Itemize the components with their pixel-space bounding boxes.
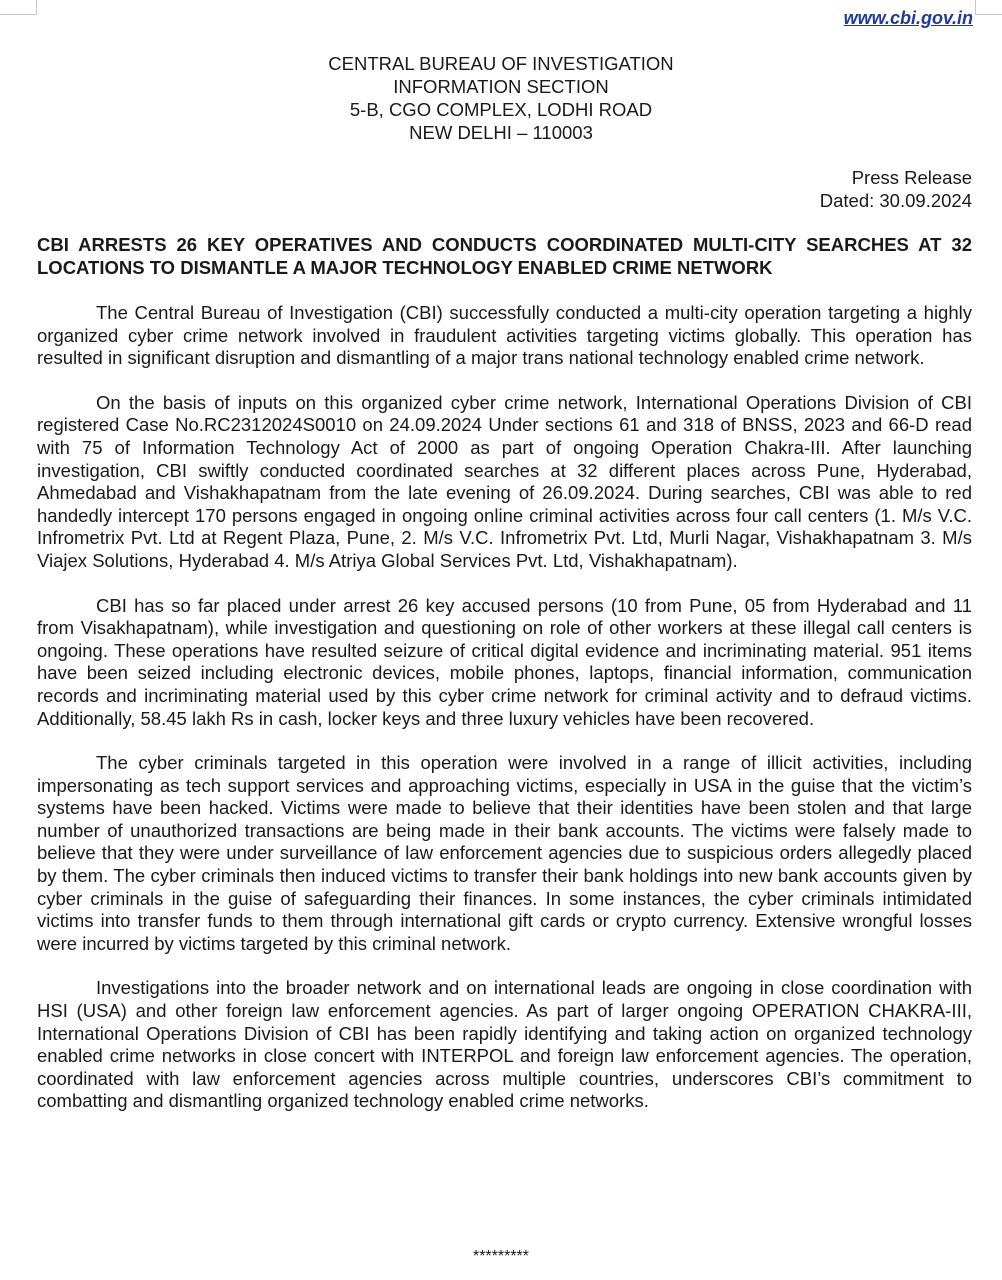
release-meta [820,166,972,212]
end-of-release-mark: ********* [472,1248,530,1265]
address-line-organization: CENTRAL BUREAU OF INVESTIGATION [328,53,674,74]
release-date: Dated: 30.09.2024 [819,190,972,211]
address-line-city: NEW DELHI – 110003 [409,122,593,143]
body-paragraph: The cyber criminals targeted in this operation were involved in a range of illicit activities, including impersonating as tech support services and approaching victims, especially in USA in the guise that the victim’s systems have been hacked. Victims were made to believe that their identities have been stolen and that large number of unauthorized transactions are being made in their bank accounts. The victims were falsely made to believe that they were under surveillance of law enforcement agencies due to suspicious orders allegedly placed by them. The cyber criminals then induced victims to transfer their bank holdings into new bank accounts given by cyber criminals in the guise of safeguarding their finances. In some instances, the cyber criminals intimidated victims into transfer funds to them through international gift cards or crypto currency. Extensive wrongful losses were incurred by victims targeted by this criminal network. [37,752,972,954]
body-paragraph: The Central Bureau of Investigation (CBI) successfully conducted a multi-city operation targeting a highly organized cyber crime network involved in fraudulent activities targeting victims globally. This operation has resulted in significant disruption and dismantling of a major trans national technology enabled crime network. [37,302,972,369]
body-paragraph: CBI has so far placed under arrest 26 key accused persons (10 from Pune, 05 from Hyderabad and 11 from Visakhapatnam), while investigation and questioning on role of other workers at these illegal call centers is ongoing. These operations have resulted seizure of critical digital evidence and incriminating material. 951 items have been seized including electronic devices, mobile phones, laptops, financial information, communication records and incriminating material used by this cyber crime network for criminal activity and to defraud victims. Additionally, 58.45 lakh Rs in cash, locker keys and three luxury vehicles have been recovered. [37,594,972,729]
office-address [0,52,1002,144]
address-line-street: 5-B, CGO COMPLEX, LODHI ROAD [349,99,653,120]
release-type: Press Release [851,167,972,188]
body-paragraph: Investigations into the broader network and on international leads are ongoing in close coordination with HSI (USA) and other foreign law enforcement agencies. As part of larger ongoing OPERATION CHAKRA-III, International Operations Division of CBI has been rapidly identifying and taking action on organized technology enabled crime networks in close concert with INTERPOL and foreign law enforcement agencies. The operation, coordinated with law enforcement agencies across multiple countries, underscores CBI’s commitment to combatting and dismantling organized technology enabled crime networks. [37,977,972,1112]
body-paragraph: On the basis of inputs on this organized cyber crime network, International Operations Division of CBI registered Case No.RC2312024S0010 on 24.09.2024 Under sections 61 and 318 of BNSS, 2023 and 66-D read with 75 of Information Technology Act of 2000 as part of ongoing Operation Chakra-III. After launching investigation, CBI swiftly conducted coordinated searches at 32 different places across Pune, Hyderabad, Ahmedabad and Vishakhapatnam from the late evening of 26.09.2024. During searches, CBI was able to red handedly intercept 170 persons engaged in ongoing online criminal activities across four call centers (1. M/s V.C. Infrometrix Pvt. Ltd at Regent Plaza, Pune, 2. M/s V.C. Infrometrix Pvt. Ltd, Murli Nagar, Vishakhapatnam 3. M/s Viajex Solutions, Hyderabad 4. M/s Atriya Global Services Pvt. Ltd, Vishakhapatnam). [37,391,972,571]
press-release-body [37,302,972,1135]
page-corner-mark-left [0,0,37,15]
page-corner-mark-right [975,0,1002,15]
press-release-headline: CBI ARRESTS 26 KEY OPERATIVES AND CONDUCTS COORDINATED MULTI-CITY SEARCHES AT 32 LOCATIONS TO DISMANTLE A MAJOR TECHNOLOGY ENABLED CRIME NETWORK [37,234,972,278]
address-line-section: INFORMATION SECTION [393,76,609,97]
website-link[interactable]: www.cbi.gov.in [843,8,973,28]
